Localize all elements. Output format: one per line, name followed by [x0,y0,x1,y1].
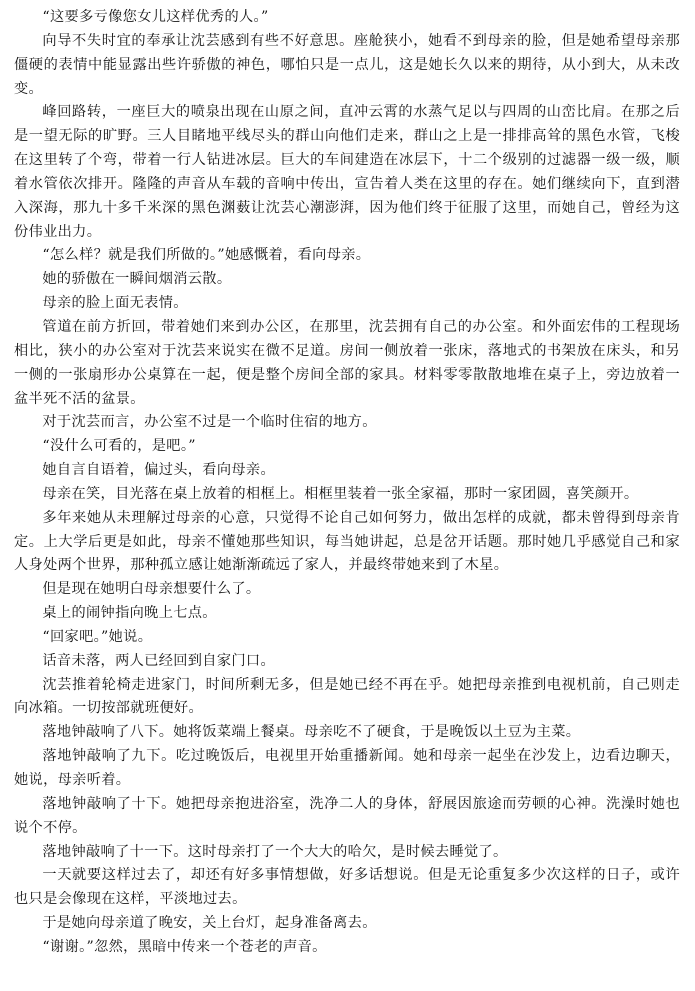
paragraph: 但是现在她明白母亲想要什么了。 [42,581,261,598]
paragraph: “没什么可看的，是吧。” [42,438,196,455]
paragraph: 向导不失时宜的奉承让沈芸感到有些不好意思。座舱狭小，她看不到母亲的脸，但是她希望母亲那僵硬的表情中能显露出些许骄傲的神色，哪怕只是一点儿，这是她长久以来的期待，从小到大，从未改变。 [14,32,680,97]
paragraph: 沈芸推着轮椅走进家门，时间所剩无多，但是她已经不再在乎。她把母亲推到电视机前，自己则走向冰箱。一切按部就班便好。 [14,676,680,717]
paragraph: 桌上的闹钟指向晚上七点。 [42,605,217,622]
paragraph: 落地钟敲响了八下。她将饭菜端上餐桌。母亲吃不了硬食，于是晚饭以土豆为主菜。 [42,724,581,741]
paragraph: “回家吧。”她说。 [42,628,153,645]
paragraph: 多年来她从未理解过母亲的心意，只觉得不论自己如何努力，做出怎样的成就，都未曾得到母亲肯定。上大学后更是如此，母亲不懂她那些知识，每当她讲起，总是岔开话题。那时她几乎感觉自己和家人身处两个世界，那种孤立感让她渐渐疏远了家人，并最终带她来到了木星。 [14,509,680,574]
paragraph: “这要多亏像您女儿这样优秀的人。” [42,9,269,25]
document-page [14,6,680,960]
paragraph: 管道在前方折回，带着她们来到办公区，在那里，沈芸拥有自己的办公室。和外面宏伟的工程现场相比，狭小的办公室对于沈芸来说实在微不足道。房间一侧放着一张床，落地式的书架放在床头，和另一侧的一张扇形办公桌算在一起，便是整个房间全部的家具。材料零零散散地堆在桌子上，旁边放着一盆半死不活的盆景。 [14,318,680,407]
paragraph: 对于沈芸而言，办公室不过是一个临时住宿的地方。 [42,414,377,431]
paragraph: 她的骄傲在一瞬间烟消云散。 [42,271,232,288]
paragraph: 话音未落，两人已经回到自家门口。 [42,652,275,669]
paragraph: 母亲的脸上面无表情。 [42,295,188,312]
paragraph: 落地钟敲响了十一下。这时母亲打了一个大大的哈欠，是时候去睡觉了。 [42,843,508,860]
paragraph: “怎么样？就是我们所做的。”她感慨着，看向母亲。 [42,247,371,264]
paragraph: 一天就要这样过去了，却还有好多事情想做，好多话想说。但是无论重复多少次这样的日子，或许也只是会像现在这样，平淡地过去。 [14,867,680,908]
paragraph: 母亲在笑，目光落在桌上放着的相框上。相框里装着一张全家福，那时一家团圆，喜笑颜开。 [42,485,639,502]
paragraph: 她自言自语着，偏过头，看向母亲。 [42,462,275,479]
paragraph: 峰回路转，一座巨大的喷泉出现在山原之间，直冲云霄的水蒸气足以与四周的山峦比肩。在那之后是一望无际的旷野。三人目睹地平线尽头的群山向他们走来，群山之上是一排排高耸的黑色水管，飞梭在这里转了个弯，带着一行人钻进冰层。巨大的车间建造在冰层下，十二个级别的过滤器一级一级，顺着水管依次排开。隆隆的声音从车载的音响中传出，宣告着人类在这里的存在。她们继续向下，直到潜入深海，那九十多千米深的黑色渊薮让沈芸心潮澎湃，因为他们终于征服了这里，而她自己，曾经为这份伟业出力。 [14,104,680,240]
paragraph: 落地钟敲响了九下。吃过晚饭后，电视里开始重播新闻。她和母亲一起坐在沙发上，边看边聊天，她说，母亲听着。 [14,748,680,788]
paragraph: 落地钟敲响了十下。她把母亲抱进浴室，洗净二人的身体，舒展因旅途而劳顿的心神。洗澡时她也说个不停。 [14,795,680,836]
paragraph: 于是她向母亲道了晚安，关上台灯，起身准备离去。 [42,915,377,932]
paragraph: “谢谢。”忽然，黑暗中传来一个苍老的声音。 [42,938,327,955]
